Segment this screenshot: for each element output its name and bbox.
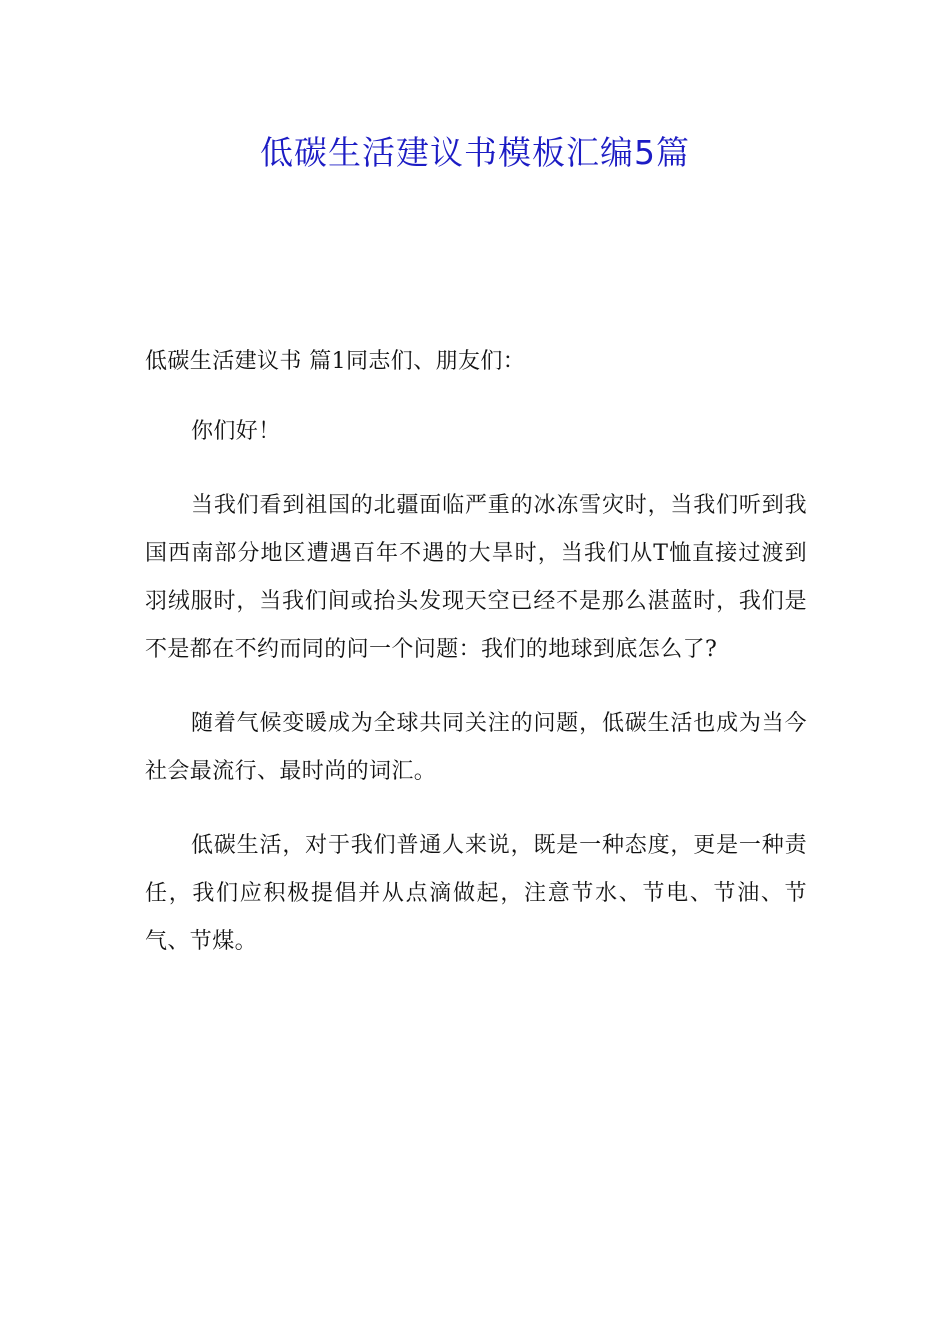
document-body bbox=[145, 338, 807, 992]
document-title: 低碳生活建议书模板汇编5篇 bbox=[260, 133, 690, 172]
body-paragraph-3: 低碳生活，对于我们普通人来说，既是一种态度，更是一种责任，我们应积极提倡并从点滴做起，注意节水、节电、节油、节气、节煤。 bbox=[145, 833, 807, 954]
greeting-paragraph: 你们好！ bbox=[191, 419, 281, 444]
section-heading-line: 低碳生活建议书 篇1同志们、朋友们： bbox=[145, 349, 526, 374]
body-paragraph-1: 当我们看到祖国的北疆面临严重的冰冻雪灾时，当我们听到我国西南部分地区遭遇百年不遇的大旱时，当我们从T恤直接过渡到羽绒服时，当我们间或抬头发现天空已经不是那么湛蓝时，我们是不是都在不约而同的问一个问题：我们的地球到底怎么了? bbox=[145, 493, 807, 662]
body-paragraph-2: 随着气候变暖成为全球共同关注的问题，低碳生活也成为当今社会最流行、最时尚的词汇。 bbox=[145, 711, 807, 784]
